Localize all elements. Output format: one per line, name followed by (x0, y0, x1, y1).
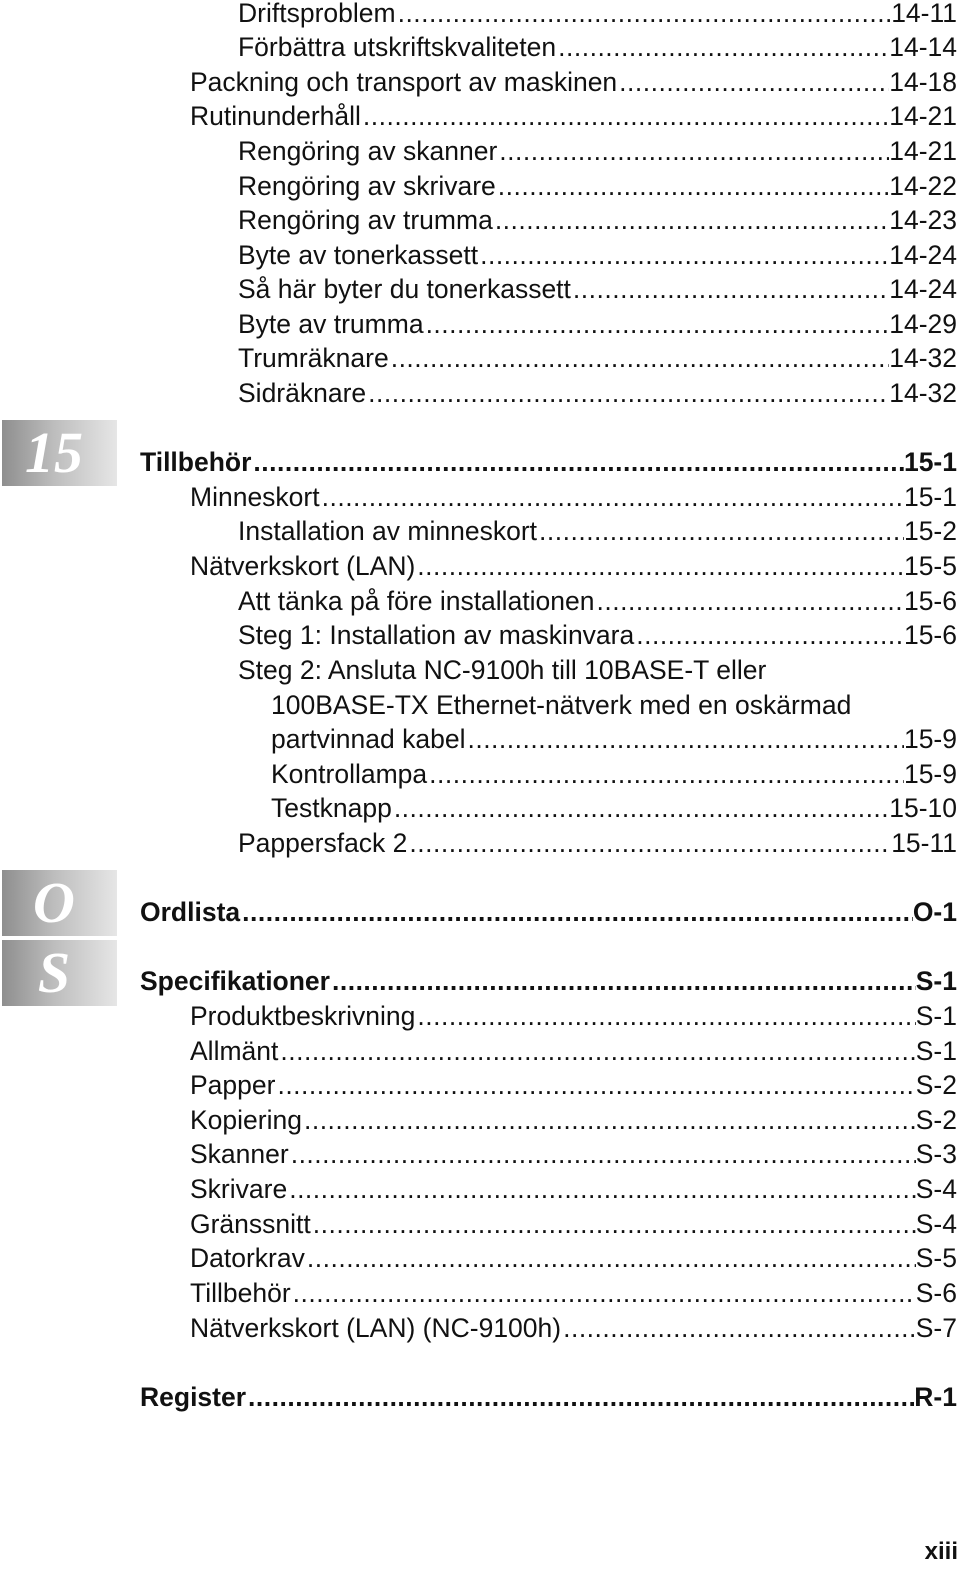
toc-entry-label: Driftsproblem (238, 0, 396, 28)
toc-entry-label: Sidräknare (238, 378, 367, 408)
toc-entry[interactable] (0, 169, 957, 203)
dot-leader (302, 1103, 916, 1137)
toc-entry[interactable] (0, 307, 957, 341)
toc-entry-label: Byte av trumma (238, 309, 424, 339)
toc-entry[interactable] (0, 584, 957, 618)
dot-leader (427, 757, 904, 791)
toc-entry-content (190, 1207, 957, 1241)
dot-leader (389, 341, 890, 375)
toc-entry-label: Allmänt (190, 1036, 279, 1066)
toc-entry-content (140, 1380, 957, 1414)
toc-entry[interactable] (0, 514, 957, 548)
toc-entry[interactable] (0, 99, 957, 133)
dot-leader (571, 272, 889, 306)
toc-entry-label: Byte av tonerkassett (238, 240, 479, 270)
toc-entry-content (238, 272, 957, 306)
toc-entry-label: Förbättra utskriftskvaliteten (238, 32, 557, 62)
toc-entry-label: Rutinunderhåll (190, 101, 361, 131)
toc-entry[interactable] (0, 964, 957, 998)
toc-entry-label: Tillbehör (190, 1278, 291, 1308)
dot-leader (537, 514, 904, 548)
toc-entry-content (238, 134, 957, 168)
toc-entry-content (271, 722, 957, 756)
toc-entry[interactable] (0, 791, 957, 825)
toc-entry[interactable] (0, 0, 957, 30)
chapter-tab (2, 940, 117, 1006)
toc-entry-page: 14-11 (891, 0, 957, 28)
dot-leader (287, 1172, 916, 1206)
toc-entry-content (190, 999, 957, 1033)
toc-entry[interactable] (0, 445, 957, 479)
toc-entry-page: 15-1 (903, 482, 957, 512)
toc-entry[interactable] (0, 238, 957, 272)
toc-entry-page: 15-6 (903, 620, 957, 650)
toc-entry-content (190, 1103, 957, 1137)
toc-entry[interactable] (0, 376, 957, 410)
toc-entry-content (238, 169, 957, 203)
toc-entry[interactable] (0, 549, 957, 583)
toc-entry[interactable] (0, 203, 957, 237)
toc-entry[interactable] (0, 1311, 957, 1345)
toc-entry-content (190, 99, 957, 133)
toc-entry-label: Skanner (190, 1139, 289, 1169)
toc-entry-label: Rengöring av skanner (238, 136, 498, 166)
dot-leader (330, 964, 916, 998)
toc-entry-content (190, 65, 957, 99)
toc-entry-content (271, 791, 957, 825)
toc-entry-page: 15-9 (903, 724, 957, 754)
dot-leader (561, 1311, 916, 1345)
toc-entry-content (238, 618, 957, 652)
toc-entry-content (238, 826, 957, 860)
toc-entry[interactable] (0, 826, 957, 860)
toc-entry-label: Datorkrav (190, 1243, 305, 1273)
toc-entry-wrapped-line: Steg 2: Ansluta NC-9100h till 10BASE-T eller (238, 655, 767, 685)
toc-entry-page: S-2 (915, 1070, 957, 1100)
toc-entry[interactable] (0, 1172, 957, 1206)
chapter-tab-label: O (33, 870, 75, 935)
toc-entry-page: 15-11 (891, 828, 957, 858)
toc-entry-page: 14-29 (889, 309, 957, 339)
toc-entry[interactable] (0, 1034, 957, 1068)
toc-entry[interactable] (0, 272, 957, 306)
dot-leader (240, 895, 913, 929)
toc-entry-page: O-1 (912, 897, 957, 927)
toc-entry[interactable] (0, 65, 957, 99)
dot-leader (246, 1380, 914, 1414)
toc-entry-label: Register (140, 1382, 247, 1412)
toc-entry-label: Ordlista (140, 897, 241, 927)
toc-entry-label: Gränssnitt (190, 1209, 311, 1239)
toc-entry-content (190, 1137, 957, 1171)
toc-entry-content (190, 1276, 957, 1310)
toc-entry[interactable] (0, 1207, 957, 1241)
toc-entry-content (238, 307, 957, 341)
toc-entry-label: Rengöring av trumma (238, 205, 493, 235)
chapter-tab (2, 870, 117, 936)
toc-entry[interactable] (0, 1068, 957, 1102)
toc-entry-label: Skrivare (190, 1174, 288, 1204)
toc-entry-label: Rengöring av skrivare (238, 171, 496, 201)
toc-entry-page: S-1 (915, 1001, 957, 1031)
toc-entry-page: S-6 (915, 1278, 957, 1308)
page-number: xiii (924, 1538, 958, 1565)
dot-leader (407, 826, 891, 860)
toc-entry[interactable] (0, 1380, 957, 1414)
dot-leader (415, 549, 904, 583)
toc-entry-content (190, 1241, 957, 1275)
toc-entry-label: Specifikationer (140, 966, 330, 996)
dot-leader (478, 238, 889, 272)
dot-leader (496, 169, 889, 203)
toc-entry-page: R-1 (914, 1382, 957, 1412)
dot-leader (305, 1241, 916, 1275)
dot-leader (396, 0, 892, 30)
toc-entry-label: Kopiering (190, 1105, 302, 1135)
toc-entry-content (140, 895, 957, 929)
chapter-tab (2, 420, 117, 486)
toc-entry-content (238, 30, 957, 64)
chapter-tab-label: S (37, 940, 71, 1005)
toc-entry[interactable] (0, 999, 957, 1033)
toc-entry[interactable] (0, 480, 957, 514)
toc-entry[interactable] (0, 618, 957, 652)
toc-entry-label: Tillbehör (140, 447, 252, 477)
toc-entry-page: S-1 (915, 966, 957, 996)
toc-entry-content (238, 0, 957, 30)
toc-entry-page: S-5 (915, 1243, 957, 1273)
dot-leader (278, 1034, 915, 1068)
toc-entry-page: 14-21 (889, 101, 957, 131)
toc-entry-page: 14-24 (889, 274, 957, 304)
toc-entry-page: 15-6 (903, 586, 957, 616)
dot-leader (311, 1207, 916, 1241)
toc-entry-label: Testknapp (271, 793, 392, 823)
dot-leader (392, 791, 889, 825)
toc-entry-label: Papper (190, 1070, 276, 1100)
toc-entry-label: Att tänka på före installationen (238, 586, 595, 616)
toc-entry[interactable] (0, 134, 957, 168)
dot-leader (617, 65, 889, 99)
dot-leader (634, 618, 904, 652)
toc-entry-content (238, 376, 957, 410)
toc-entry-page: 14-23 (889, 205, 957, 235)
toc-entry-page: 15-2 (903, 516, 957, 546)
dot-leader (251, 445, 904, 479)
toc-entry-page: 14-22 (889, 171, 957, 201)
toc-entry-page: 15-1 (903, 447, 957, 477)
toc-entry-page: S-1 (915, 1036, 957, 1066)
toc-entry-content (190, 480, 957, 514)
dot-leader (361, 99, 889, 133)
toc-entry-page: S-2 (915, 1105, 957, 1135)
dot-leader (415, 999, 915, 1033)
toc-entry[interactable] (0, 1137, 957, 1171)
toc-entry-content (190, 1034, 957, 1068)
toc-entry-page: 14-14 (889, 32, 957, 62)
dot-leader (595, 584, 904, 618)
toc-entry-label: Nätverkskort (LAN) (NC-9100h) (190, 1313, 562, 1343)
toc-entry-page: S-4 (915, 1174, 957, 1204)
toc-entry-wrapped-line: 100BASE-TX Ethernet-nätverk med en oskärmad (271, 690, 852, 720)
toc-entry-content (238, 514, 957, 548)
toc-entry-page: 14-32 (889, 343, 957, 373)
dot-leader (556, 30, 889, 64)
chapter-tab-label: 15 (25, 420, 83, 485)
toc-entry-page: 14-21 (889, 136, 957, 166)
toc-entry-label: Installation av minneskort (238, 516, 538, 546)
dot-leader (493, 203, 889, 237)
toc-entry-content (190, 549, 957, 583)
toc-entry-content (238, 238, 957, 272)
toc-entry-label: Packning och transport av maskinen (190, 67, 618, 97)
toc-entry-label: Kontrollampa (271, 759, 428, 789)
toc-entry-page: 15-5 (903, 551, 957, 581)
dot-leader (465, 722, 903, 756)
dot-leader (275, 1068, 915, 1102)
toc-entry-content (190, 1172, 957, 1206)
toc-entry-content (190, 1068, 957, 1102)
toc-entry-page: 14-24 (889, 240, 957, 270)
toc-entry-content (271, 757, 957, 791)
toc-entry-label: Nätverkskort (LAN) (190, 551, 416, 581)
toc-entry-page: 15-9 (903, 759, 957, 789)
toc-entry-label: Minneskort (190, 482, 320, 512)
toc-entry-label: partvinnad kabel (271, 724, 466, 754)
toc-entry-page: S-4 (915, 1209, 957, 1239)
toc-entry-page: 15-10 (889, 793, 957, 823)
toc-entry-content (190, 1311, 957, 1345)
toc-entry[interactable] (0, 895, 957, 929)
dot-leader (289, 1137, 916, 1171)
toc-entry-content (238, 203, 957, 237)
toc-entry-label: Trumräknare (238, 343, 389, 373)
toc-entry[interactable] (0, 30, 957, 64)
toc-entry[interactable] (0, 757, 957, 791)
toc-entry-content (140, 445, 957, 479)
toc-entry-content (140, 964, 957, 998)
toc-entry-content (238, 584, 957, 618)
toc-entry-page: S-3 (915, 1139, 957, 1169)
toc-entry-label: Steg 1: Installation av maskinvara (238, 620, 635, 650)
toc-entry[interactable] (0, 722, 957, 756)
toc-entry-label: Produktbeskrivning (190, 1001, 416, 1031)
toc-entry[interactable] (0, 1241, 957, 1275)
toc-entry-page: 14-32 (889, 378, 957, 408)
toc-entry[interactable] (0, 1103, 957, 1137)
dot-leader (424, 307, 890, 341)
dot-leader (497, 134, 889, 168)
toc-entry[interactable] (0, 341, 957, 375)
dot-leader (366, 376, 889, 410)
toc-entry-page: 14-18 (889, 67, 957, 97)
toc-entry-label: Så här byter du tonerkassett (238, 274, 571, 304)
dot-leader (320, 480, 904, 514)
toc-entry-page: S-7 (915, 1313, 957, 1343)
toc-entry[interactable] (0, 1276, 957, 1310)
toc-entry-label: Pappersfack 2 (238, 828, 408, 858)
dot-leader (291, 1276, 916, 1310)
toc-entry-content (238, 341, 957, 375)
